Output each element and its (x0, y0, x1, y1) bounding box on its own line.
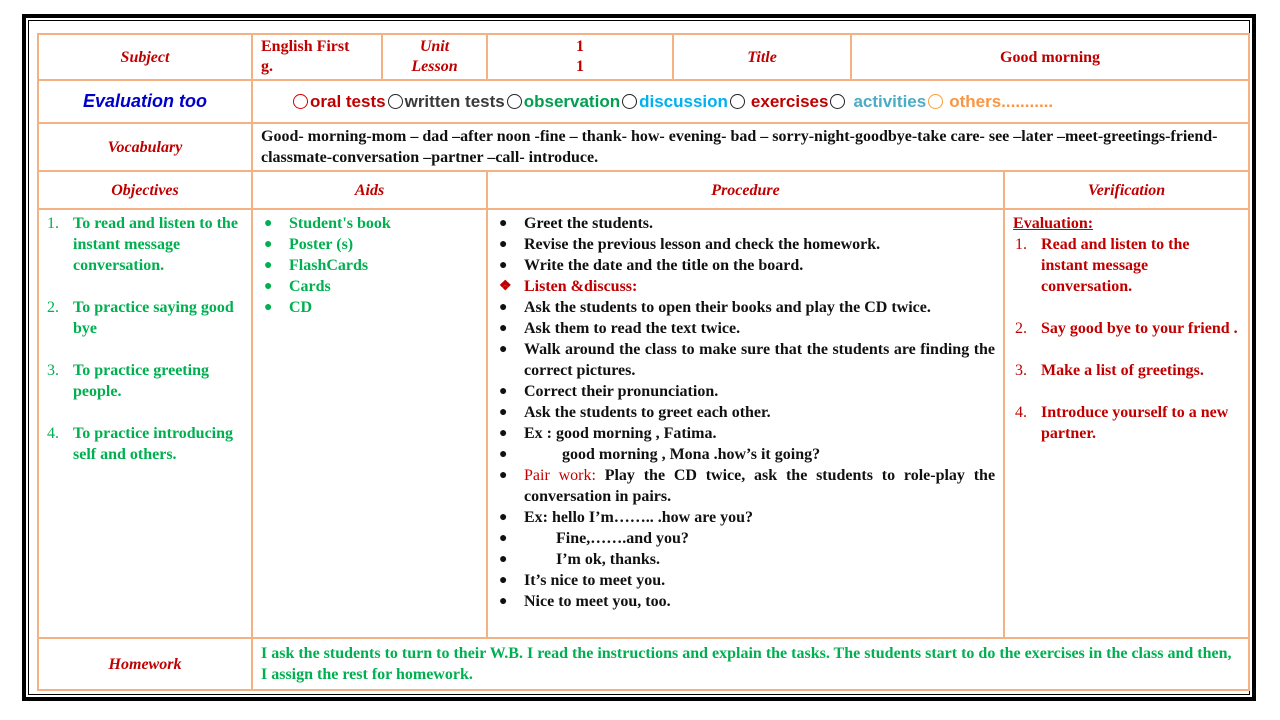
objectives-heading: Objectives (38, 171, 252, 209)
example-line: ● Ex : good morning , Fatima. (499, 425, 717, 442)
procedure-step: ● Correct their pronunciation. (499, 383, 719, 400)
procedure-step: ● Greet the students. (499, 215, 654, 232)
unit-label: Unit (419, 38, 450, 55)
title-label: Title (673, 34, 851, 80)
aids-heading: Aids (252, 171, 487, 209)
aid-item: ● Cards (264, 278, 331, 295)
option-written-tests: written tests (404, 92, 505, 111)
verification-item: 4. Introduce yourself to a new partner. (1015, 404, 1229, 442)
example-line: ● I’m ok, thanks. (499, 551, 661, 568)
example-line: ● Fine,…….and you? (499, 530, 689, 547)
pair-work-step: ● Pair work: Play the CD twice, ask the students to role-play the conversation in pairs. (499, 467, 996, 505)
verification-list (1013, 234, 1240, 444)
procedure-cell (487, 209, 1004, 638)
procedure-step: ● Ask them to read the text twice. (499, 320, 741, 337)
objectives-list (45, 213, 243, 465)
option-discussion: discussion (639, 92, 728, 111)
procedure-step: ● Walk around the class to make sure that the students are finding the correct pictures. (499, 341, 996, 379)
lesson-plan-table (37, 33, 1250, 691)
aids-cell (252, 209, 487, 638)
example-line: ● It’s nice to meet you. (499, 572, 666, 589)
aid-item: ● Poster (s) (264, 236, 354, 253)
aids-list (261, 213, 478, 318)
column-header-row (38, 171, 1249, 209)
example-line: ● Ex: hello I’m…….. .how are you? (499, 509, 754, 526)
option-exercises: exercises (750, 92, 829, 111)
procedure-step: ● Revise the previous lesson and check the homework. (499, 236, 881, 253)
aid-item: ● FlashCards (264, 257, 369, 274)
verification-item: 2. Say good bye to your friend . (1015, 320, 1238, 337)
procedure-step: ● Ask the students to open their books and play the CD twice. (499, 299, 931, 316)
subject-value (252, 34, 382, 80)
example-line: ● Nice to meet you, too. (499, 593, 671, 610)
circle-icon[interactable] (928, 94, 943, 109)
circle-icon[interactable] (507, 94, 522, 109)
option-activities: activities (853, 92, 927, 111)
subject-value-line2: g. (261, 58, 273, 75)
circle-icon[interactable] (388, 94, 403, 109)
verification-heading: Verification (1004, 171, 1249, 209)
title-value: Good morning (851, 34, 1249, 80)
procedure-list (496, 213, 995, 612)
content-row (38, 209, 1249, 638)
lesson-label: Lesson (411, 58, 458, 75)
circle-icon[interactable] (830, 94, 845, 109)
aid-item: ● Student's book (264, 215, 391, 232)
lesson-value: 1 (576, 58, 585, 75)
subject-label: Subject (38, 34, 252, 80)
listen-discuss-heading: ❖ Listen &discuss: (499, 278, 638, 295)
circle-icon[interactable] (730, 94, 745, 109)
evaluation-label: Evaluation too (38, 80, 252, 123)
objective-item: 4. To practice introducing self and others. (47, 425, 234, 463)
vocabulary-text: Good- morning-mom – dad –after noon -fine – thank- how- evening- bad – sorry-night-goodbye-take care- see –later –meet-greetings-friend- classmate-conversation –partner –call- introduce. (252, 123, 1249, 171)
verification-heading-text: Evaluation: (1013, 215, 1094, 232)
unit-lesson-value (487, 34, 673, 80)
objective-item: 2. To practice saying good bye (47, 299, 234, 337)
aid-item: ● CD (264, 299, 313, 316)
option-oral-tests: oral tests (310, 92, 386, 111)
option-observation: observation (523, 92, 621, 111)
header-row (38, 34, 1249, 80)
verification-cell (1004, 209, 1249, 638)
evaluation-options (252, 80, 1249, 123)
objective-item: 3. To practice greeting people. (47, 362, 209, 400)
circle-icon[interactable] (622, 94, 637, 109)
procedure-heading: Procedure (487, 171, 1004, 209)
circle-icon[interactable] (293, 94, 308, 109)
unit-value: 1 (576, 38, 585, 55)
option-others: others........... (949, 92, 1054, 111)
evaluation-row (38, 80, 1249, 123)
verification-item: 1. Read and listen to the instant message conversation. (1015, 236, 1190, 295)
vocabulary-row (38, 123, 1249, 171)
vocabulary-label: Vocabulary (38, 123, 252, 171)
verification-item: 3. Make a list of greetings. (1015, 362, 1204, 379)
procedure-step: ● Ask the students to greet each other. (499, 404, 771, 421)
objective-item: 1. To read and listen to the instant message conversation. (47, 215, 238, 274)
subject-value-line1: English First (261, 38, 350, 55)
homework-label: Homework (38, 638, 252, 690)
procedure-step: ● Write the date and the title on the board. (499, 257, 804, 274)
unit-lesson-label (382, 34, 487, 80)
objectives-cell (38, 209, 252, 638)
homework-text: I ask the students to turn to their W.B. I read the instructions and explain the tasks. The students start to do the exercises in the class and then, I assign the rest for homework. (252, 638, 1249, 690)
example-line: ● good morning , Mona .how’s it going? (499, 446, 821, 463)
homework-row (38, 638, 1249, 690)
